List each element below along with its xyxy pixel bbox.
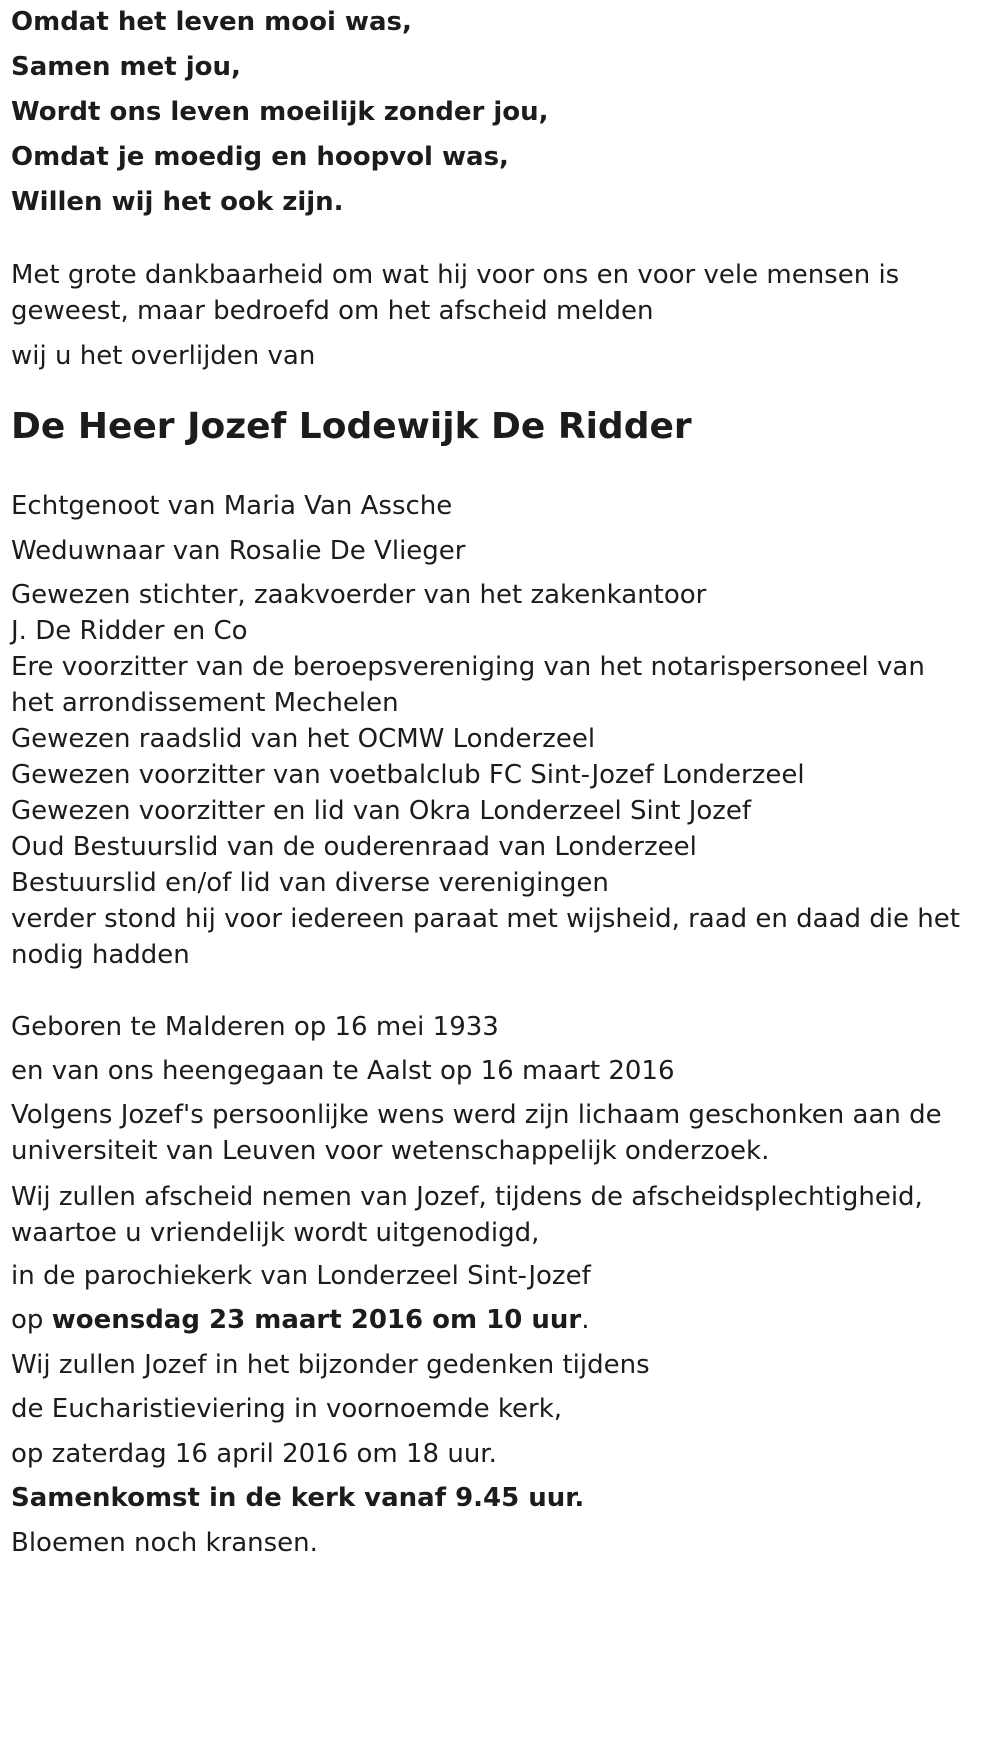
wish-line: Volgens Jozef's persoonlijke wens werd zijn lichaam geschonken aan de	[11, 1100, 942, 1130]
intro-line: wij u het overlijden van	[11, 341, 316, 371]
ceremony-date: woensdag 23 maart 2016 om 10 uur	[51, 1305, 582, 1335]
poem-line: Omdat het leven mooi was,	[11, 7, 412, 37]
poem-line: Willen wij het ook zijn.	[11, 187, 344, 217]
role-line: Ere voorzitter van de beroepsvereniging van het notarispersoneel van	[11, 652, 925, 682]
poem-line: Wordt ons leven moeilijk zonder jou,	[11, 97, 549, 127]
deceased-name: De Heer Jozef Lodewijk De Ridder	[11, 406, 692, 447]
ceremony-date-line	[11, 1300, 590, 1340]
role-line: Gewezen raadslid van het OCMW Londerzeel	[11, 724, 596, 754]
born-line: Geboren te Malderen op 16 mei 1933	[11, 1012, 499, 1042]
poem-line: Omdat je moedig en hoopvol was,	[11, 142, 509, 172]
role-line: Oud Bestuurslid van de ouderenraad van Londerzeel	[11, 832, 697, 862]
date-suffix: .	[581, 1305, 590, 1335]
role-line: Bestuurslid en/of lid van diverse verenigingen	[11, 868, 609, 898]
church-line: in de parochiekerk van Londerzeel Sint-Jozef	[11, 1261, 591, 1291]
remember-line: de Eucharistieviering in voornoemde kerk,	[11, 1394, 563, 1424]
remember-line: Wij zullen Jozef in het bijzonder gedenken tijdens	[11, 1350, 650, 1380]
intro-line: Met grote dankbaarheid om wat hij voor ons en voor vele mensen is	[11, 260, 900, 290]
role-line: nodig hadden	[11, 940, 190, 970]
widower-line: Weduwnaar van Rosalie De Vlieger	[11, 536, 466, 566]
role-line: Gewezen stichter, zaakvoerder van het zakenkantoor	[11, 580, 707, 610]
poem-line: Samen met jou,	[11, 52, 241, 82]
farewell-line: Wij zullen afscheid nemen van Jozef, tijdens de afscheidsplechtigheid,	[11, 1182, 923, 1212]
role-line: Gewezen voorzitter en lid van Okra Londerzeel Sint Jozef	[11, 796, 752, 826]
role-line: verder stond hij voor iedereen paraat met wijsheid, raad en daad die het	[11, 904, 960, 934]
date-prefix: op	[11, 1305, 52, 1335]
spouse-line: Echtgenoot van Maria Van Assche	[11, 491, 453, 521]
farewell-line: waartoe u vriendelijk wordt uitgenodigd,	[11, 1218, 540, 1248]
role-line: J. De Ridder en Co	[11, 616, 248, 646]
role-line: het arrondissement Mechelen	[11, 688, 399, 718]
flowers-line: Bloemen noch kransen.	[11, 1528, 318, 1558]
remember-line: op zaterdag 16 april 2016 om 18 uur.	[11, 1439, 497, 1469]
role-line: Gewezen voorzitter van voetbalclub FC Sint-Jozef Londerzeel	[11, 760, 805, 790]
intro-line: geweest, maar bedroefd om het afscheid melden	[11, 296, 654, 326]
gathering-line: Samenkomst in de kerk vanaf 9.45 uur.	[11, 1483, 585, 1513]
died-line: en van ons heengegaan te Aalst op 16 maart 2016	[11, 1056, 675, 1086]
wish-line: universiteit van Leuven voor wetenschappelijk onderzoek.	[11, 1136, 770, 1166]
